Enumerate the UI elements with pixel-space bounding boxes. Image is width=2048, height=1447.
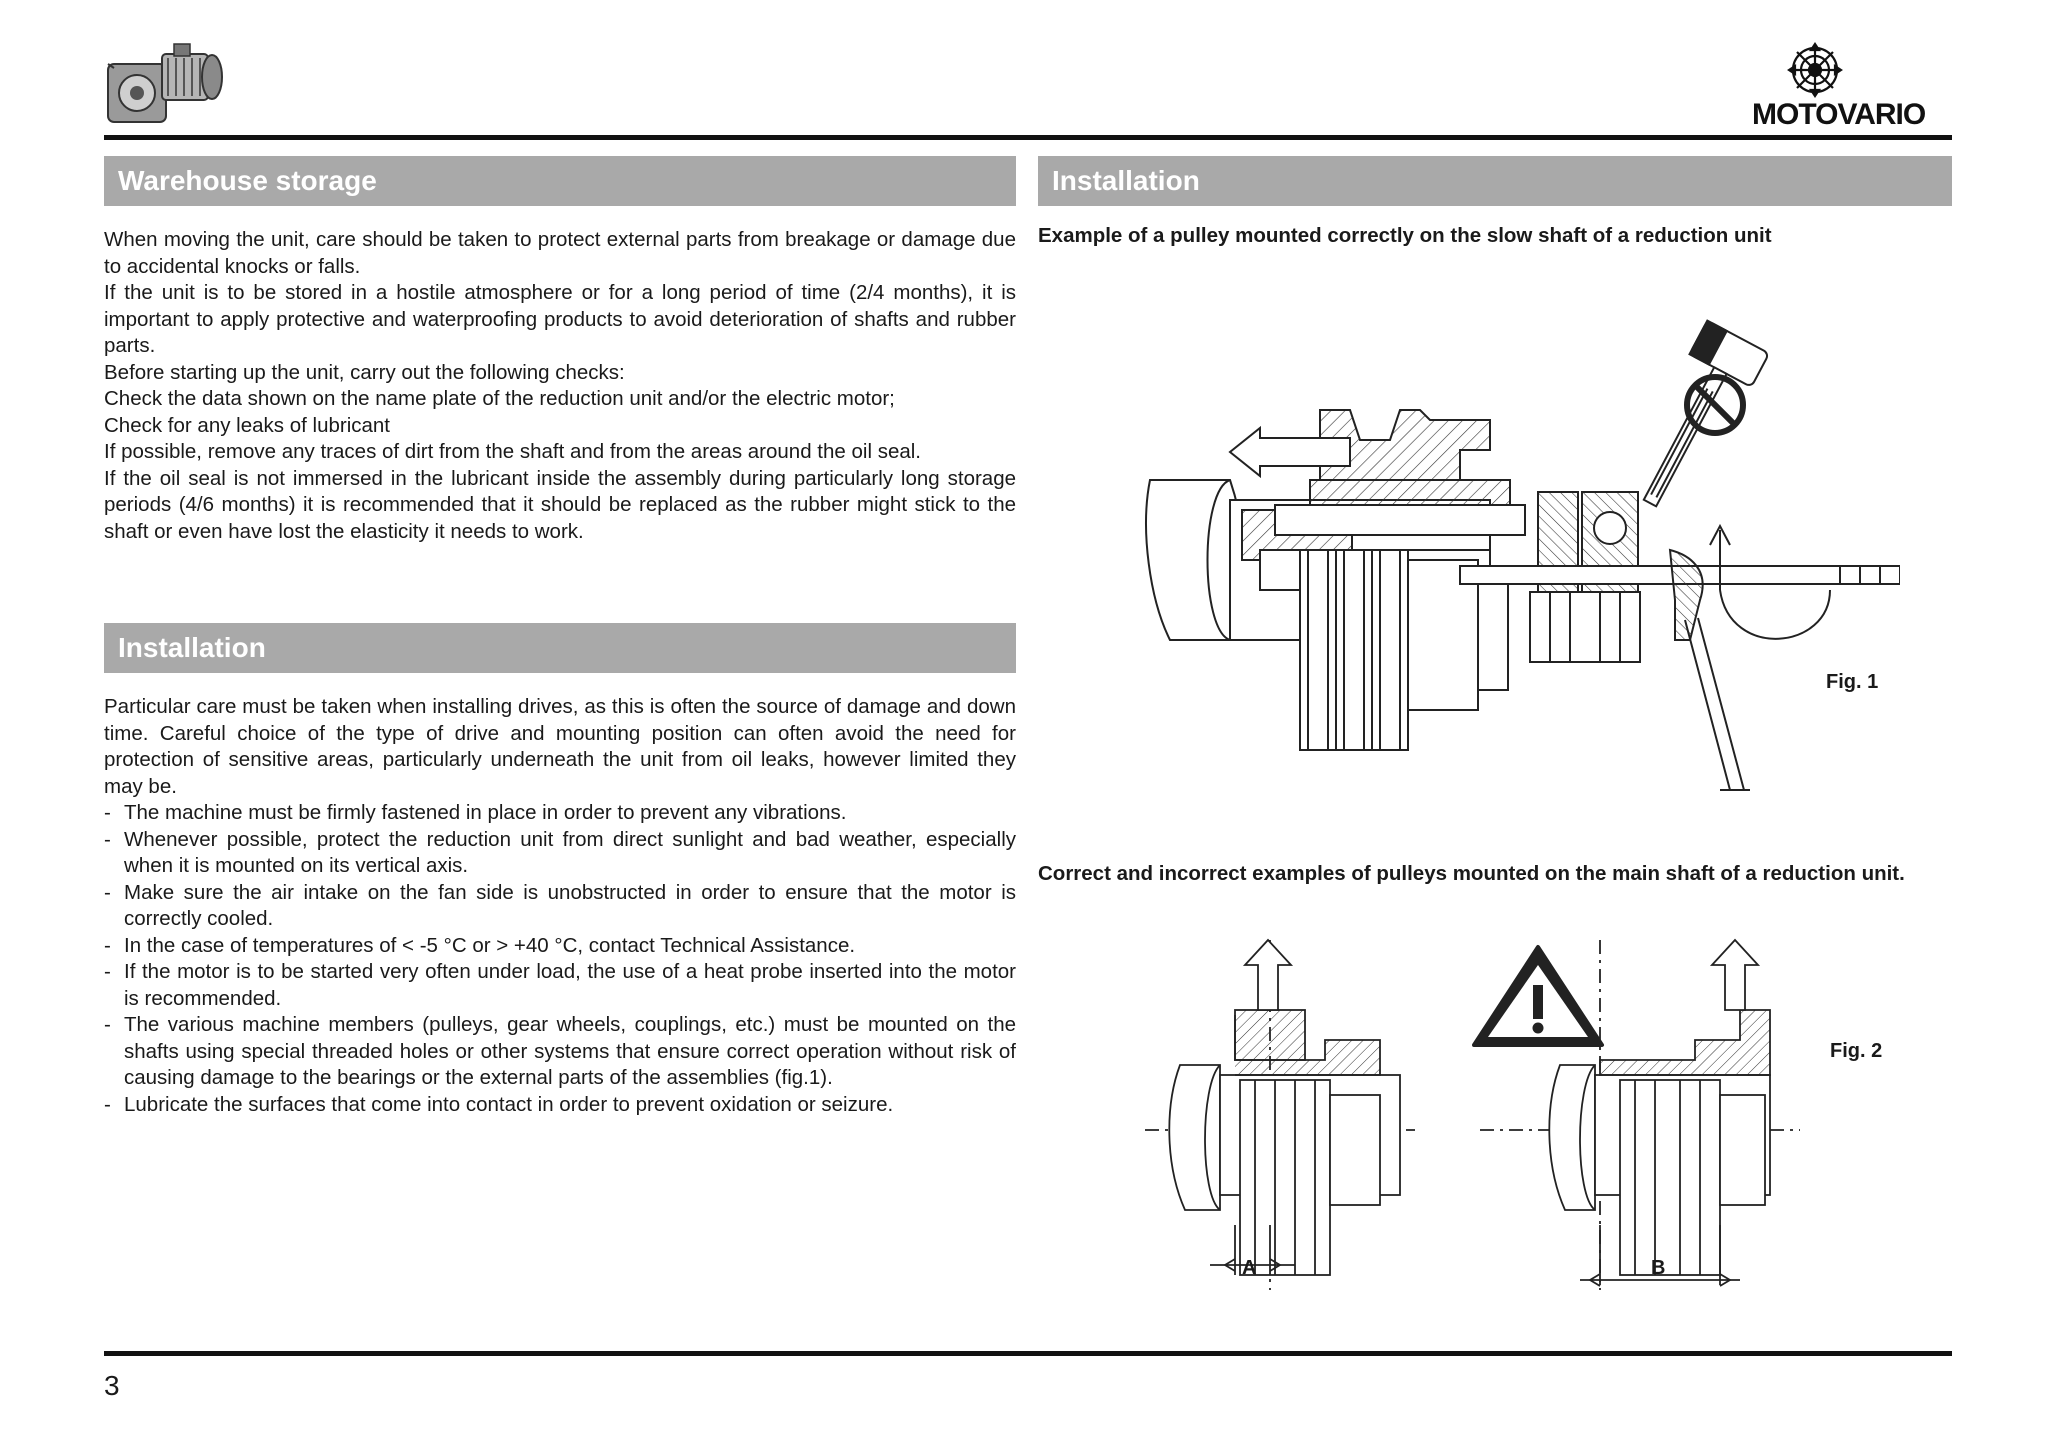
paragraph: Check for any leaks of lubricant xyxy=(104,413,390,437)
list-item: - Whenever possible, protect the reduction unit from direct sunlight and bad weather, especially when it is mounted on its vertical axis. xyxy=(104,827,1016,880)
section-header-warehouse-storage xyxy=(104,156,1016,206)
list-item: - Make sure the air intake on the fan side is unobstructed in order to ensure that the motor is correctly cooled. xyxy=(104,880,1016,933)
paragraph: Particular care must be taken when installing drives, as this is often the source of damage and down time. Careful choice of the type of drive and mounting position can often avoid the need for protection of sensitive areas, particularly underneath the unit from oil leaks, however limited they may be. xyxy=(104,695,1016,798)
figure-1-label: Fig. 1 xyxy=(1826,671,1879,693)
figure-1-caption: Example of a pulley mounted correctly on the slow shaft of a reduction unit xyxy=(1038,224,1772,247)
gear-emblem-icon xyxy=(1785,42,1845,98)
paragraph: Check the data shown on the name plate of the reduction unit and/or the electric motor; xyxy=(104,387,895,410)
gearmotor-thumbnail xyxy=(104,36,224,128)
footer-rule xyxy=(104,1351,1952,1356)
list-item: - The machine must be firmly fastened in place in order to prevent any vibrations. xyxy=(104,800,1016,827)
brand-logo xyxy=(1752,42,1952,132)
section-title: Installation xyxy=(118,632,266,663)
figure-2-pulley-comparison xyxy=(1140,935,1820,1295)
figure-2-caption: Correct and incorrect examples of pulleys mounted on the main shaft of a reduction unit. xyxy=(1038,862,1905,885)
figure-1-pulley-diagram xyxy=(1130,300,1900,800)
warehouse-storage-text xyxy=(104,227,1016,545)
header-rule xyxy=(104,135,1952,140)
paragraph: Before starting up the unit, carry out the following checks: xyxy=(104,360,625,384)
list-item: - If the motor is to be started very often under load, the use of a heat probe inserted into the motor is recommended. xyxy=(104,959,1016,1012)
list-item: - Lubricate the surfaces that come into contact in order to prevent oxidation or seizure. xyxy=(104,1092,1016,1119)
paragraph: If the oil seal is not immersed in the lubricant inside the assembly during particularly long storage periods (4/6 months) it is recommended that it should be replaced as the rubber might stick to the shaft or even have lost the elasticity it needs to work. xyxy=(104,466,1016,543)
dimension-label-b: B xyxy=(1651,1257,1666,1279)
list-item: - The various machine members (pulleys, gear wheels, couplings, etc.) must be mounted on the shafts using special threaded holes or other systems that ensure correct operation without risk of causing damage to the bearings or the external parts of the assemblies (fig.1). xyxy=(104,1012,1016,1092)
section-header-installation-right xyxy=(1038,156,1952,206)
section-header-installation-left xyxy=(104,623,1016,673)
figure-2-label: Fig. 2 xyxy=(1830,1040,1883,1062)
installation-list xyxy=(104,800,1016,1118)
brand-name: MOTOVARIO xyxy=(1752,98,1926,131)
installation-text xyxy=(104,694,1016,1118)
section-title: Installation xyxy=(1052,165,1200,196)
paragraph: When moving the unit, care should be taken to protect external parts from breakage or damage due to accidental knocks or falls. xyxy=(104,228,1016,278)
dimension-label-a: A xyxy=(1242,1257,1257,1279)
paragraph: If possible, remove any traces of dirt from the shaft and from the areas around the oil seal. xyxy=(104,440,921,463)
paragraph: If the unit is to be stored in a hostile atmosphere or for a long period of time (2/4 months), it is important to apply protective and waterproofing products to avoid deterioration of shafts and rubber parts. xyxy=(104,281,1016,357)
list-item: - In the case of temperatures of < -5 °C or > +40 °C, contact Technical Assistance. xyxy=(104,933,1016,960)
page-number: 3 xyxy=(104,1370,120,1401)
section-title: Warehouse storage xyxy=(118,165,377,196)
